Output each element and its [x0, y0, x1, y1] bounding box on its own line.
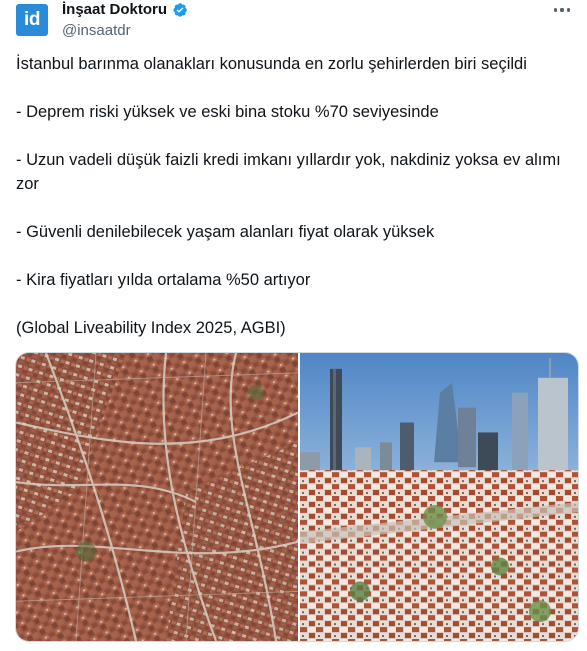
tweet-paragraph: İstanbul barınma olanakları konusunda en zorlu şehirlerden biri seçildi: [16, 55, 527, 73]
verified-badge-icon: [172, 2, 188, 18]
tweet-paragraph: - Güvenli denilebilecek yaşam alanları fiyat olarak yüksek: [16, 223, 435, 241]
aerial-city-photo[interactable]: [16, 353, 298, 641]
tweet-media[interactable]: [15, 352, 579, 642]
tweet-paragraph: - Uzun vadeli düşük faizli kredi imkanı yıllardır yok, nakdiniz yoksa ev alımı zor: [16, 151, 561, 193]
more-options-icon[interactable]: [550, 0, 574, 20]
skyline-city-photo[interactable]: [300, 353, 579, 641]
tweet-paragraph: - Kira fiyatları yılda ortalama %50 artıyor: [16, 271, 311, 289]
avatar[interactable]: id: [16, 4, 48, 36]
tweet-paragraph: (Global Liveability Index 2025, AGBI): [16, 319, 286, 337]
author-name-row[interactable]: [62, 0, 188, 20]
author-display-name[interactable]: İnşaat Doktoru: [62, 1, 168, 18]
author-handle[interactable]: @insaatdr: [62, 22, 131, 39]
tweet-paragraph: - Deprem riski yüksek ve eski bina stoku %70 seviyesinde: [16, 103, 439, 121]
tweet-header: [16, 0, 576, 44]
author-info: [62, 0, 188, 41]
